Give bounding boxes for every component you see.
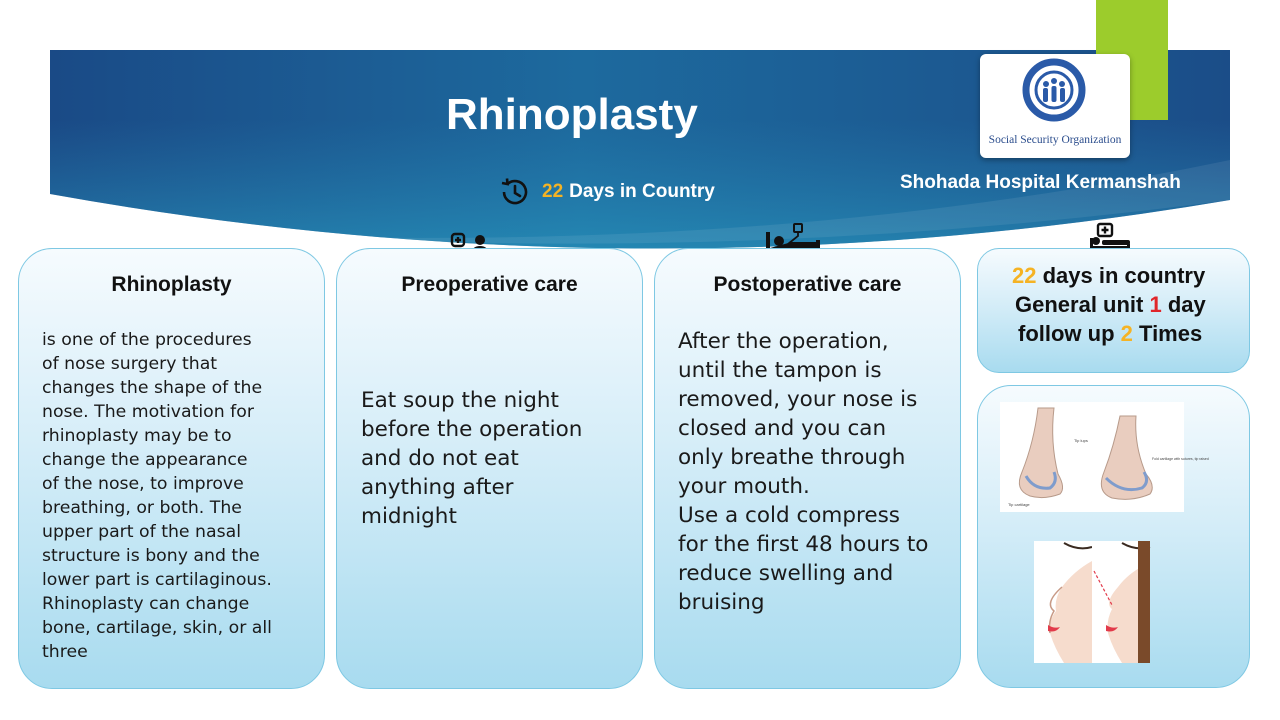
card-title: Rhinoplasty: [111, 273, 232, 296]
stay-info-card: [977, 248, 1250, 373]
days-number: 22: [1012, 263, 1037, 288]
page-title: Rhinoplasty: [446, 90, 698, 139]
clock-history-icon: [498, 175, 532, 209]
general-unit-line: [1015, 292, 1249, 318]
illustration-card: [977, 385, 1250, 688]
card-description: After the operation, until the tampon is removed, your nose is closed and you can only breathe through your mouth. Use a cold compress for the first 48 hours to reduce swelling and bruising: [678, 329, 929, 615]
nose-cartilage-diagram: [1000, 402, 1209, 512]
hospital-name: Shohada Hospital Kermanshah: [900, 172, 1181, 193]
followup-number: 2: [1120, 321, 1133, 346]
card-title: Postoperative care: [713, 273, 902, 296]
preoperative-card: [336, 248, 643, 689]
diagram-label: Fold cartilage with sutures, tip raised: [1152, 457, 1209, 461]
logo-caption: Social Security Organization: [988, 134, 1122, 146]
days-number: 22: [542, 181, 564, 202]
card-description: Eat soup the night before the operation and do not eat anything after midnight: [361, 388, 583, 529]
card-title: Preoperative care: [401, 273, 578, 296]
organization-logo: [980, 54, 1130, 158]
days-label: days in country: [1042, 263, 1206, 288]
unit-suffix: day: [1167, 292, 1206, 317]
rhinoplasty-card: [18, 248, 325, 689]
unit-label: General unit: [1015, 292, 1144, 317]
followup-line: [1018, 321, 1249, 347]
postoperative-card: [654, 248, 961, 689]
days-label: Days in Country: [569, 181, 715, 202]
days-line: [1012, 263, 1249, 289]
unit-number: 1: [1149, 292, 1162, 317]
days-in-country: [498, 175, 715, 209]
diagram-label: Tip cartilage: [1008, 502, 1030, 507]
card-description: is one of the procedures of nose surgery that changes the shape of the nose. The motivation for rhinoplasty may be to change the appearance of the nose, to improve breathing, or both. The upper part of the nasal structure is bony and the lower part is cartilaginous. Rhinoplasty can change bone, cartilage, skin, or all three: [42, 330, 272, 662]
followup-suffix: Times: [1139, 321, 1203, 346]
nose-profile-before-after: [1034, 541, 1150, 663]
diagram-label: Tip lups: [1074, 438, 1088, 443]
followup-label: follow up: [1018, 321, 1115, 346]
